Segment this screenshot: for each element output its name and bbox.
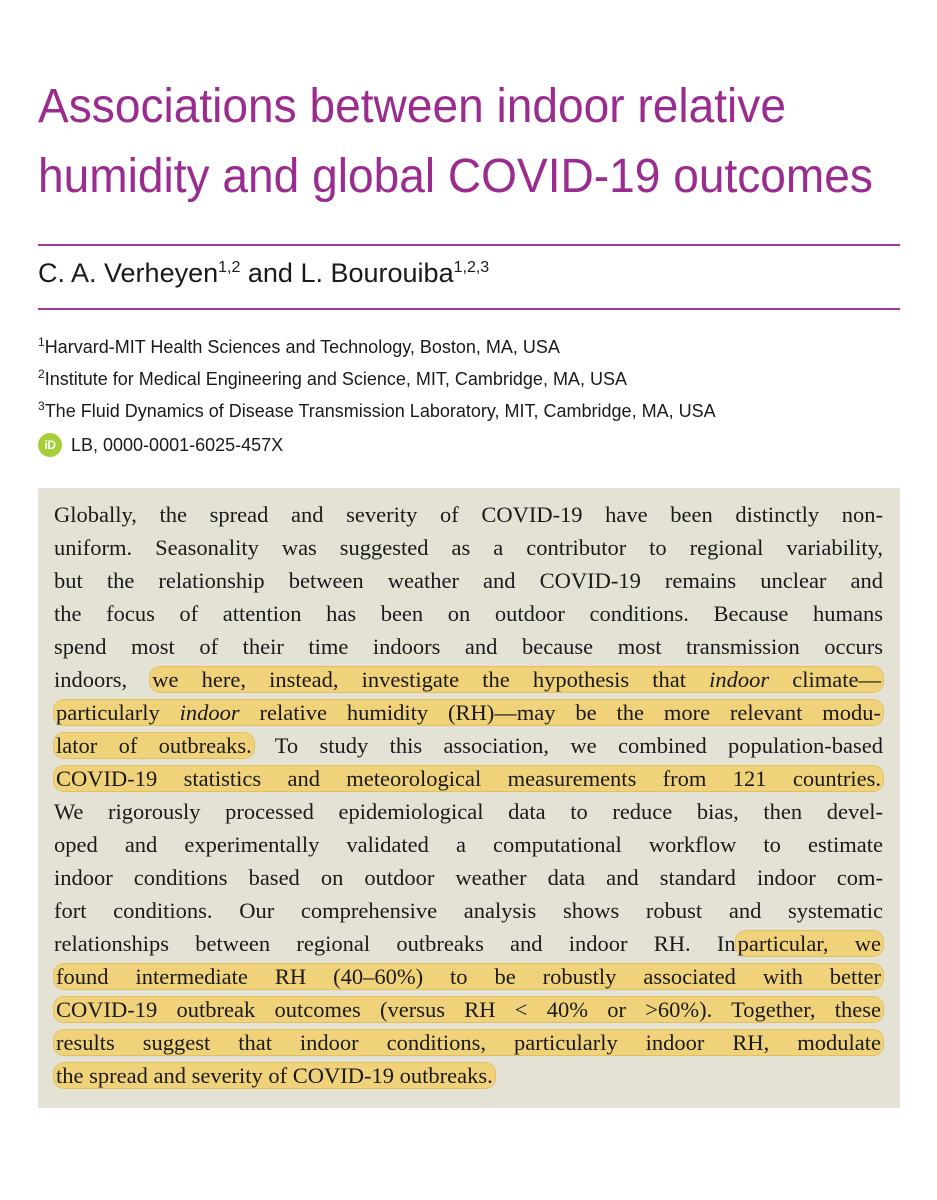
title-line: humidity and global COVID-19 outcomes [38,150,873,203]
highlighted-text [150,667,883,692]
top-divider [38,244,900,246]
affiliation-text: The Fluid Dynamics of Disease Transmission Laboratory, MIT, Cambridge, MA, USA [44,401,716,421]
affiliation-item [38,358,716,390]
highlighted-text: particular, we [737,931,881,956]
abstract-line: but the relationship between weather and COVID-19 remains unclear and [54,568,883,593]
orcid-line[interactable] [38,433,283,457]
italic-text: indoor [709,667,770,692]
affiliation-text: Harvard-MIT Health Sciences and Technology, Boston, MA, USA [44,337,560,357]
abstract-text: particularly [56,700,160,725]
highlighted-text: COVID-19 statistics and meteorological measurements from 121 countries. [56,766,881,791]
abstract-line [54,993,883,1026]
highlighted-text: COVID-19 outbreak outcomes (versus RH < 40% or >60%). Together, these [56,997,881,1022]
italic-text: indoor [179,700,240,725]
author-name: C. A. Verheyen [38,258,219,288]
abstract-line: fort conditions. Our comprehensive analysis shows robust and systematic [54,898,883,923]
abstract-line: Globally, the spread and severity of COVID-19 have been distinctly non- [54,502,883,527]
abstract-line [54,960,883,993]
abstract-line [54,663,883,696]
abstract-box [38,488,900,1108]
highlighted-text: lator of outbreaks. [56,733,252,758]
abstract-line [54,762,883,795]
abstract-line: We rigorously processed epidemiological data to reduce bias, then devel- [54,799,883,824]
abstract-line [54,1026,883,1059]
author-affiliation-marks: 1,2,3 [453,259,490,276]
abstract-text: we here, instead, investigate the hypothesis that [152,667,686,692]
affiliation-list [38,326,716,422]
highlighted-text: found intermediate RH (40–60%) to be robustly associated with better [56,964,881,989]
abstract-line [54,1059,883,1092]
abstract-line: uniform. Seasonality was suggested as a contributor to regional variability, [54,535,883,560]
abstract-line: the focus of attention has been on outdoor conditions. Because humans [54,601,883,626]
highlighted-text [54,700,883,725]
affiliation-item [38,390,716,422]
affiliation-number: 3 [38,399,45,413]
author-name: L. Bourouiba [300,258,454,288]
abstract-line: indoor conditions based on outdoor weather data and standard indoor com- [54,865,883,890]
author-line [38,258,489,289]
abstract-text: relative humidity (RH)—may be the more relevant modu- [259,700,882,725]
abstract-text: indoors, [54,667,128,692]
abstract-line [54,927,883,960]
author-connector: and [247,258,293,288]
orcid-icon: iD [38,433,62,457]
abstract-line [54,729,883,762]
abstract-text: relationships between regional outbreaks and indoor RH. In [54,931,736,956]
abstract-text: climate— [792,667,881,692]
highlighted-text: the spread and severity of COVID-19 outbreaks. [56,1063,493,1088]
affiliation-text: Institute for Medical Engineering and Science, MIT, Cambridge, MA, USA [44,369,627,389]
abstract-line: spend most of their time indoors and because most transmission occurs [54,634,883,659]
title-line: Associations between indoor relative [38,80,786,133]
affiliation-number: 2 [38,367,45,381]
author-affiliation-marks: 1,2 [218,259,241,276]
highlighted-text: results suggest that indoor conditions, particularly indoor RH, modulate [56,1030,881,1055]
abstract-text: To study this association, we combined population-based [274,733,884,758]
paper-title [38,72,873,212]
orcid-text: LB, 0000-0001-6025-457X [71,434,284,455]
affiliation-number: 1 [38,335,45,349]
bottom-divider [38,308,900,310]
abstract-line [54,696,883,729]
affiliation-item [38,326,716,358]
abstract-line: oped and experimentally validated a computational workflow to estimate [54,832,883,857]
